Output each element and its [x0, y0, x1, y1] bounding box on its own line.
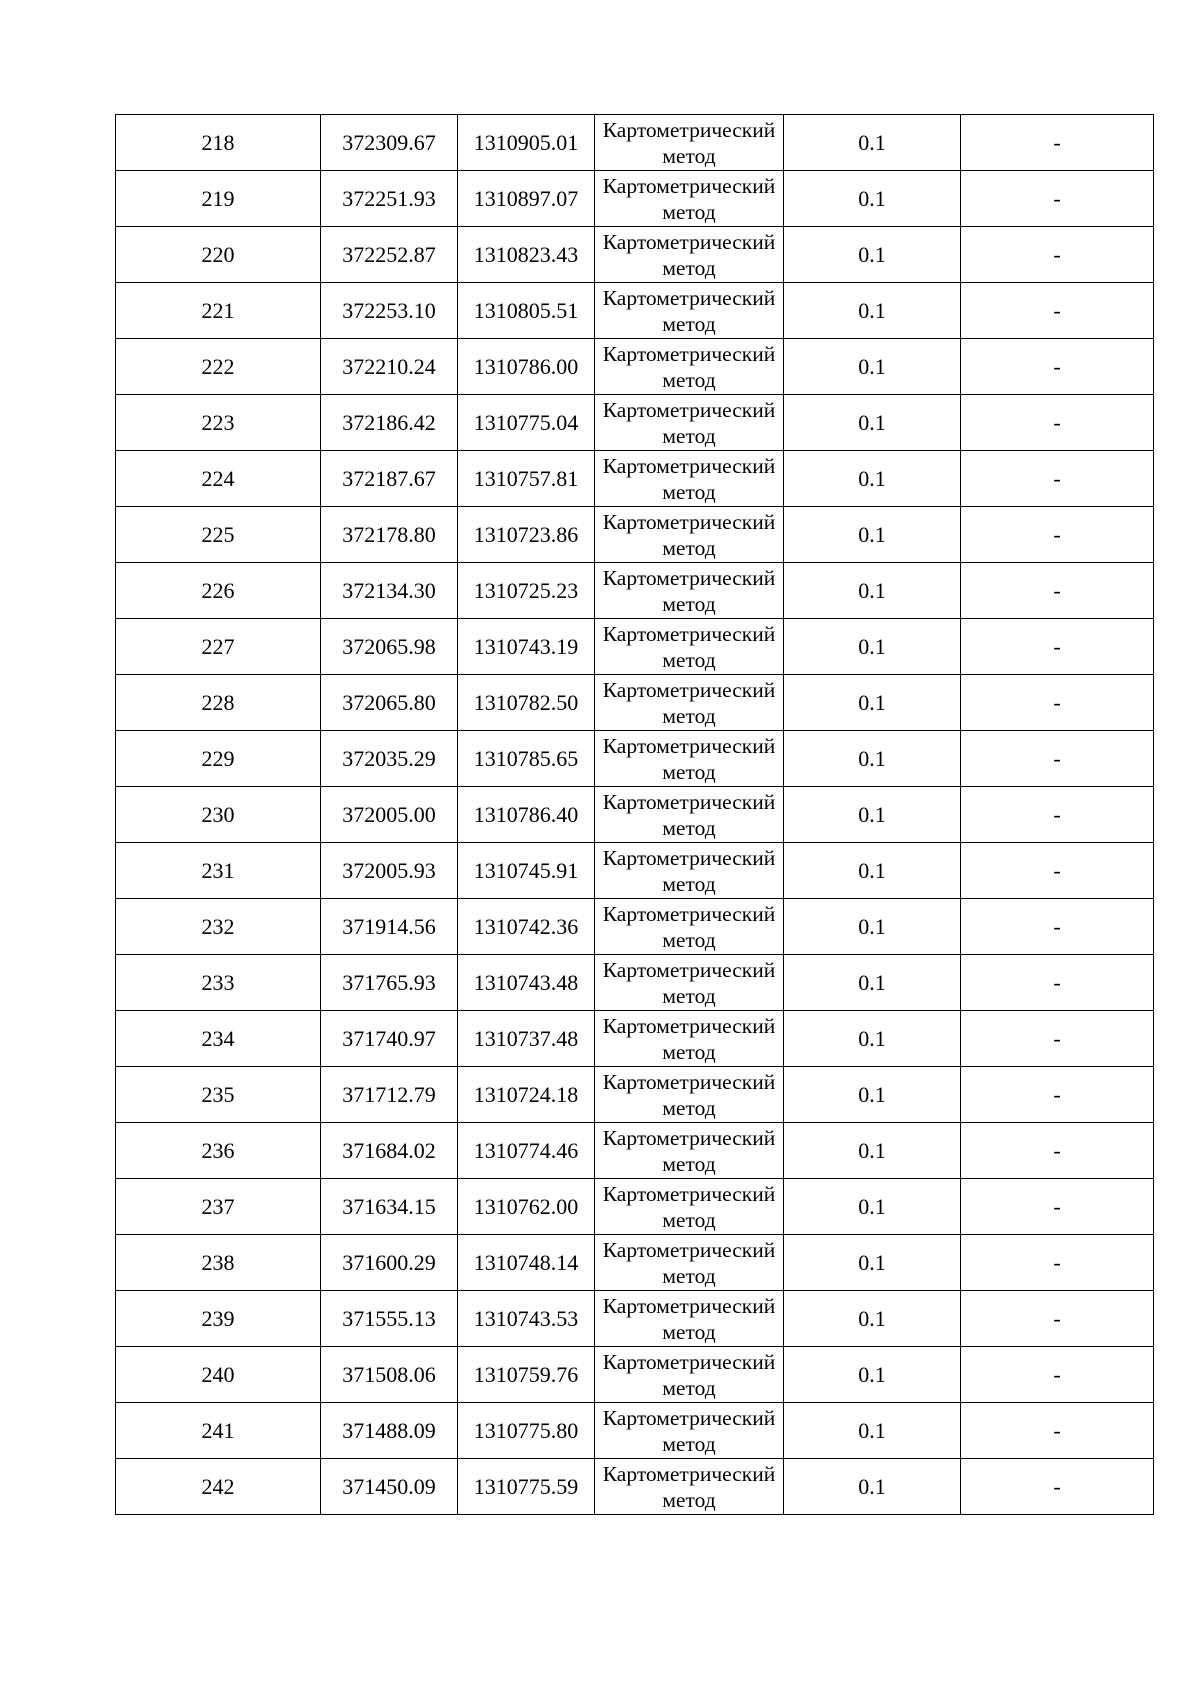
accuracy-cell: 0.1 — [784, 1347, 961, 1403]
point-number-cell: 233 — [116, 955, 321, 1011]
y-coordinate-cell: 1310742.36 — [458, 899, 595, 955]
note-cell: - — [961, 1459, 1154, 1515]
point-number-cell: 221 — [116, 283, 321, 339]
point-number-cell: 228 — [116, 675, 321, 731]
accuracy-cell: 0.1 — [784, 619, 961, 675]
y-coordinate-cell: 1310782.50 — [458, 675, 595, 731]
method-cell: Картометрический метод — [595, 1403, 784, 1459]
table-row — [116, 619, 1154, 675]
method-cell: Картометрический метод — [595, 1459, 784, 1515]
point-number-cell: 241 — [116, 1403, 321, 1459]
note-cell: - — [961, 115, 1154, 171]
x-coordinate-cell: 372005.00 — [321, 787, 458, 843]
note-cell: - — [961, 507, 1154, 563]
note-cell: - — [961, 1179, 1154, 1235]
point-number-cell: 231 — [116, 843, 321, 899]
point-number-cell: 222 — [116, 339, 321, 395]
accuracy-cell: 0.1 — [784, 339, 961, 395]
note-cell: - — [961, 171, 1154, 227]
y-coordinate-cell: 1310775.80 — [458, 1403, 595, 1459]
x-coordinate-cell: 371914.56 — [321, 899, 458, 955]
accuracy-cell: 0.1 — [784, 171, 961, 227]
note-cell: - — [961, 899, 1154, 955]
table-row — [116, 395, 1154, 451]
point-number-cell: 227 — [116, 619, 321, 675]
method-cell: Картометрический метод — [595, 843, 784, 899]
y-coordinate-cell: 1310745.91 — [458, 843, 595, 899]
table-row — [116, 115, 1154, 171]
point-number-cell: 236 — [116, 1123, 321, 1179]
note-cell: - — [961, 283, 1154, 339]
method-cell: Картометрический метод — [595, 171, 784, 227]
y-coordinate-cell: 1310748.14 — [458, 1235, 595, 1291]
point-number-cell: 226 — [116, 563, 321, 619]
method-cell: Картометрический метод — [595, 899, 784, 955]
method-cell: Картометрический метод — [595, 955, 784, 1011]
y-coordinate-cell: 1310774.46 — [458, 1123, 595, 1179]
table-row — [116, 675, 1154, 731]
table-row — [116, 843, 1154, 899]
point-number-cell: 237 — [116, 1179, 321, 1235]
accuracy-cell: 0.1 — [784, 395, 961, 451]
method-cell: Картометрический метод — [595, 507, 784, 563]
y-coordinate-cell: 1310775.59 — [458, 1459, 595, 1515]
note-cell: - — [961, 339, 1154, 395]
x-coordinate-cell: 372251.93 — [321, 171, 458, 227]
table-row — [116, 507, 1154, 563]
x-coordinate-cell: 371634.15 — [321, 1179, 458, 1235]
x-coordinate-cell: 372210.24 — [321, 339, 458, 395]
table-row — [116, 1067, 1154, 1123]
x-coordinate-cell: 372005.93 — [321, 843, 458, 899]
table-row — [116, 1459, 1154, 1515]
note-cell: - — [961, 1291, 1154, 1347]
point-number-cell: 224 — [116, 451, 321, 507]
accuracy-cell: 0.1 — [784, 675, 961, 731]
accuracy-cell: 0.1 — [784, 227, 961, 283]
x-coordinate-cell: 372065.98 — [321, 619, 458, 675]
accuracy-cell: 0.1 — [784, 731, 961, 787]
point-number-cell: 230 — [116, 787, 321, 843]
accuracy-cell: 0.1 — [784, 1235, 961, 1291]
table-row — [116, 171, 1154, 227]
accuracy-cell: 0.1 — [784, 1067, 961, 1123]
y-coordinate-cell: 1310724.18 — [458, 1067, 595, 1123]
accuracy-cell: 0.1 — [784, 1459, 961, 1515]
note-cell: - — [961, 563, 1154, 619]
note-cell: - — [961, 1235, 1154, 1291]
coordinates-table-body — [116, 115, 1154, 1515]
note-cell: - — [961, 1067, 1154, 1123]
y-coordinate-cell: 1310897.07 — [458, 171, 595, 227]
method-cell: Картометрический метод — [595, 395, 784, 451]
table-row — [116, 451, 1154, 507]
x-coordinate-cell: 372186.42 — [321, 395, 458, 451]
method-cell: Картометрический метод — [595, 1067, 784, 1123]
point-number-cell: 229 — [116, 731, 321, 787]
point-number-cell: 232 — [116, 899, 321, 955]
coordinates-table — [115, 114, 1154, 1515]
y-coordinate-cell: 1310823.43 — [458, 227, 595, 283]
y-coordinate-cell: 1310805.51 — [458, 283, 595, 339]
note-cell: - — [961, 1011, 1154, 1067]
point-number-cell: 238 — [116, 1235, 321, 1291]
table-row — [116, 1403, 1154, 1459]
note-cell: - — [961, 395, 1154, 451]
table-row — [116, 1347, 1154, 1403]
accuracy-cell: 0.1 — [784, 955, 961, 1011]
note-cell: - — [961, 1403, 1154, 1459]
point-number-cell: 234 — [116, 1011, 321, 1067]
note-cell: - — [961, 451, 1154, 507]
table-row — [116, 1011, 1154, 1067]
accuracy-cell: 0.1 — [784, 115, 961, 171]
point-number-cell: 225 — [116, 507, 321, 563]
method-cell: Картометрический метод — [595, 675, 784, 731]
accuracy-cell: 0.1 — [784, 843, 961, 899]
x-coordinate-cell: 371712.79 — [321, 1067, 458, 1123]
x-coordinate-cell: 371450.09 — [321, 1459, 458, 1515]
y-coordinate-cell: 1310786.40 — [458, 787, 595, 843]
method-cell: Картометрический метод — [595, 1347, 784, 1403]
method-cell: Картометрический метод — [595, 1179, 784, 1235]
y-coordinate-cell: 1310762.00 — [458, 1179, 595, 1235]
y-coordinate-cell: 1310743.19 — [458, 619, 595, 675]
table-row — [116, 787, 1154, 843]
note-cell: - — [961, 731, 1154, 787]
accuracy-cell: 0.1 — [784, 899, 961, 955]
y-coordinate-cell: 1310786.00 — [458, 339, 595, 395]
x-coordinate-cell: 372178.80 — [321, 507, 458, 563]
table-row — [116, 1291, 1154, 1347]
x-coordinate-cell: 372035.29 — [321, 731, 458, 787]
method-cell: Картометрический метод — [595, 227, 784, 283]
y-coordinate-cell: 1310743.48 — [458, 955, 595, 1011]
accuracy-cell: 0.1 — [784, 1291, 961, 1347]
y-coordinate-cell: 1310743.53 — [458, 1291, 595, 1347]
point-number-cell: 242 — [116, 1459, 321, 1515]
table-row — [116, 1235, 1154, 1291]
accuracy-cell: 0.1 — [784, 451, 961, 507]
method-cell: Картометрический метод — [595, 787, 784, 843]
accuracy-cell: 0.1 — [784, 1011, 961, 1067]
table-row — [116, 227, 1154, 283]
table-row — [116, 563, 1154, 619]
table-row — [116, 1123, 1154, 1179]
point-number-cell: 218 — [116, 115, 321, 171]
note-cell: - — [961, 843, 1154, 899]
method-cell: Картометрический метод — [595, 283, 784, 339]
y-coordinate-cell: 1310723.86 — [458, 507, 595, 563]
method-cell: Картометрический метод — [595, 1235, 784, 1291]
note-cell: - — [961, 787, 1154, 843]
y-coordinate-cell: 1310759.76 — [458, 1347, 595, 1403]
x-coordinate-cell: 371684.02 — [321, 1123, 458, 1179]
x-coordinate-cell: 372309.67 — [321, 115, 458, 171]
method-cell: Картометрический метод — [595, 619, 784, 675]
method-cell: Картометрический метод — [595, 1123, 784, 1179]
accuracy-cell: 0.1 — [784, 1123, 961, 1179]
table-row — [116, 339, 1154, 395]
note-cell: - — [961, 619, 1154, 675]
note-cell: - — [961, 955, 1154, 1011]
x-coordinate-cell: 372187.67 — [321, 451, 458, 507]
point-number-cell: 239 — [116, 1291, 321, 1347]
table-row — [116, 1179, 1154, 1235]
method-cell: Картометрический метод — [595, 451, 784, 507]
table-row — [116, 731, 1154, 787]
table-row — [116, 955, 1154, 1011]
method-cell: Картометрический метод — [595, 1291, 784, 1347]
method-cell: Картометрический метод — [595, 1011, 784, 1067]
y-coordinate-cell: 1310737.48 — [458, 1011, 595, 1067]
accuracy-cell: 0.1 — [784, 1403, 961, 1459]
method-cell: Картометрический метод — [595, 115, 784, 171]
x-coordinate-cell: 372134.30 — [321, 563, 458, 619]
x-coordinate-cell: 371600.29 — [321, 1235, 458, 1291]
accuracy-cell: 0.1 — [784, 563, 961, 619]
y-coordinate-cell: 1310905.01 — [458, 115, 595, 171]
x-coordinate-cell: 372253.10 — [321, 283, 458, 339]
y-coordinate-cell: 1310757.81 — [458, 451, 595, 507]
method-cell: Картометрический метод — [595, 731, 784, 787]
x-coordinate-cell: 371555.13 — [321, 1291, 458, 1347]
point-number-cell: 223 — [116, 395, 321, 451]
point-number-cell: 220 — [116, 227, 321, 283]
x-coordinate-cell: 372252.87 — [321, 227, 458, 283]
accuracy-cell: 0.1 — [784, 507, 961, 563]
x-coordinate-cell: 371508.06 — [321, 1347, 458, 1403]
note-cell: - — [961, 675, 1154, 731]
point-number-cell: 235 — [116, 1067, 321, 1123]
x-coordinate-cell: 372065.80 — [321, 675, 458, 731]
note-cell: - — [961, 1123, 1154, 1179]
accuracy-cell: 0.1 — [784, 1179, 961, 1235]
accuracy-cell: 0.1 — [784, 283, 961, 339]
table-row — [116, 283, 1154, 339]
method-cell: Картометрический метод — [595, 563, 784, 619]
point-number-cell: 219 — [116, 171, 321, 227]
method-cell: Картометрический метод — [595, 339, 784, 395]
table-row — [116, 899, 1154, 955]
y-coordinate-cell: 1310725.23 — [458, 563, 595, 619]
accuracy-cell: 0.1 — [784, 787, 961, 843]
y-coordinate-cell: 1310785.65 — [458, 731, 595, 787]
x-coordinate-cell: 371765.93 — [321, 955, 458, 1011]
x-coordinate-cell: 371740.97 — [321, 1011, 458, 1067]
note-cell: - — [961, 227, 1154, 283]
y-coordinate-cell: 1310775.04 — [458, 395, 595, 451]
note-cell: - — [961, 1347, 1154, 1403]
point-number-cell: 240 — [116, 1347, 321, 1403]
x-coordinate-cell: 371488.09 — [321, 1403, 458, 1459]
